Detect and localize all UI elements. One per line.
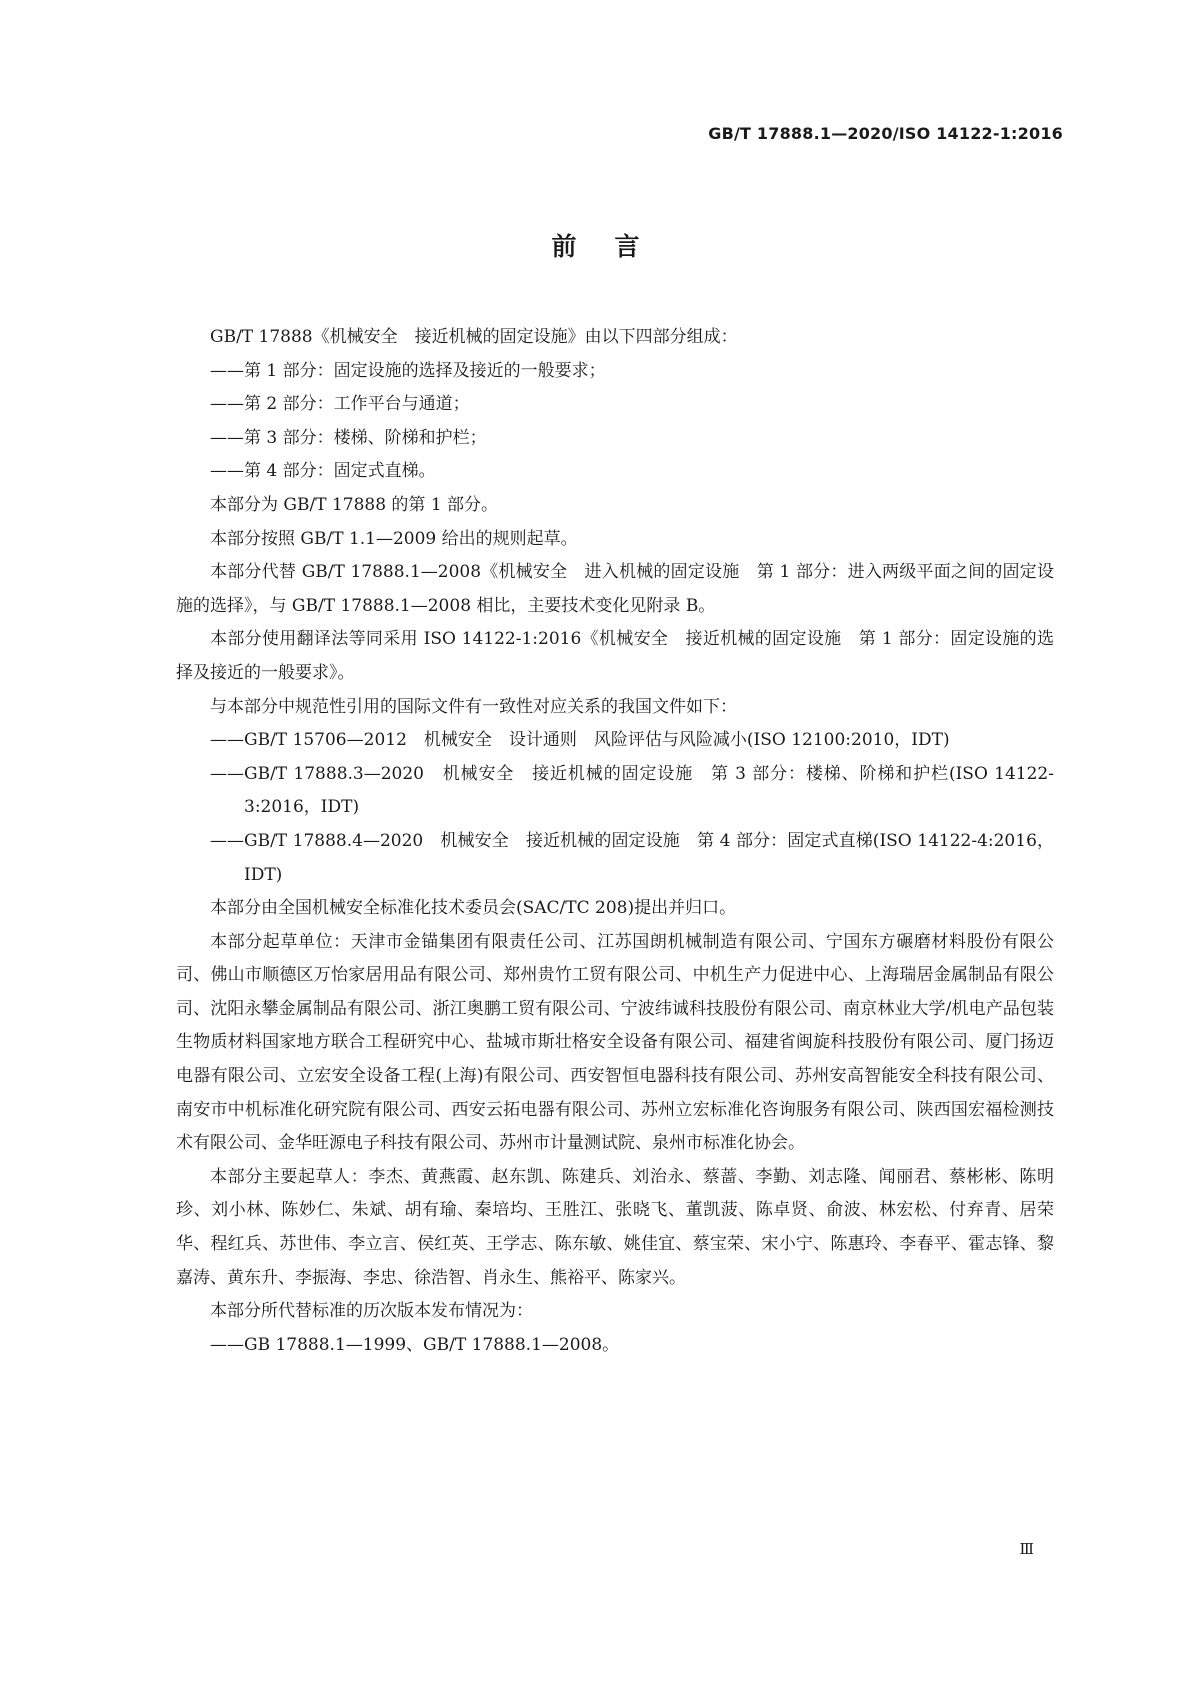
part-list-item: ——第 2 部分：工作平台与通道； [210, 394, 470, 415]
part-of-paragraph: 本部分为 GB/T 17888 的第 1 部分。 [210, 494, 499, 515]
correspondence-intro-paragraph: 与本部分中规范性引用的国际文件有一致性对应关系的我国文件如下： [210, 696, 737, 717]
part-list-item: ——第 1 部分：固定设施的选择及接近的一般要求； [210, 360, 606, 381]
translation-method-paragraph: 本部分使用翻译法等同采用 ISO 14122-1:2016《机械安全 接近机械的固定设施 第 1 部分：固定设施的选择及接近的一般要求》。 [176, 629, 1054, 683]
correspondence-list-item: ——GB/T 17888.3—2020 机械安全 接近机械的固定设施 第 3 部分：楼梯、阶梯和护栏(ISO 14122-3:2016，IDT) [210, 763, 1054, 818]
page-number: Ⅲ [1019, 1540, 1034, 1558]
document-body [176, 321, 1054, 1362]
correspondence-list-item: ——GB/T 17888.4—2020 机械安全 接近机械的固定设施 第 4 部分：固定式直梯(ISO 14122-4:2016，IDT) [210, 830, 1054, 885]
intro-paragraph: GB/T 17888《机械安全 接近机械的固定设施》由以下四部分组成： [210, 327, 738, 347]
drafting-units-paragraph: 本部分起草单位：天津市金锚集团有限责任公司、江苏国朗机械制造有限公司、宁国东方碾磨材料股份有限公司、佛山市顺德区万怡家居用品有限公司、郑州贵竹工贸有限公司、中机生产力促进中心、上海瑞居金属制品有限公司、沈阳永攀金属制品有限公司、浙江奥鹏工贸有限公司、宁波纬诚科技股份有限公司、南京林业大学/机电产品包装生物质材料国家地方联合工程研究中心、盐城市斯壮格安全设备有限公司、福建省闽旋科技股份有限公司、厦门扬迈电器有限公司、立宏安全设备工程(上海)有限公司、西安智恒电器科技有限公司、苏州安高智能安全科技有限公司、南安市中机标准化研究院有限公司、西安云拓电器有限公司、苏州立宏标准化咨询服务有限公司、陕西国宏福检测技术有限公司、金华旺源电子科技有限公司、苏州市计量测试院、泉州市标准化协会。 [176, 931, 1054, 1154]
part-list-item: ——第 4 部分：固定式直梯。 [210, 461, 436, 482]
drafters-paragraph: 本部分主要起草人：李杰、黄燕霞、赵东凯、陈建兵、刘治永、蔡蔷、李勤、刘志隆、闻丽君、蔡彬彬、陈明珍、刘小林、陈妙仁、朱斌、胡有瑜、秦培均、王胜江、张晓飞、董凯菠、陈卓贤、俞波、林宏松、付弃青、居荣华、程红兵、苏世伟、李立言、侯红英、王学志、陈东敏、姚佳宜、蔡宝荣、宋小宁、陈惠玲、李春平、霍志锋、黎嘉涛、黄东升、李振海、李忠、徐浩智、肖永生、熊裕平、陈家兴。 [176, 1166, 1054, 1288]
page-title: 前言 [551, 232, 678, 261]
standard-code-header: GB/T 17888.1—2020/ISO 14122-1:2016 [708, 124, 1063, 143]
replaces-paragraph: 本部分代替 GB/T 17888.1—2008《机械安全 进入机械的固定设施 第 1 部分：进入两级平面之间的固定设施的选择》，与 GB/T 17888.1—2008 相比，主要技术变化见附录 B。 [176, 562, 1054, 616]
history-list-item: ——GB 17888.1—1999、GB/T 17888.1—2008。 [210, 1334, 620, 1355]
proposed-by-paragraph: 本部分由全国机械安全标准化技术委员会(SAC/TC 208)提出并归口。 [210, 898, 737, 919]
part-list-item: ——第 3 部分：楼梯、阶梯和护栏； [210, 427, 487, 448]
history-intro-paragraph: 本部分所代替标准的历次版本发布情况为： [210, 1301, 533, 1322]
correspondence-list-item: ——GB/T 15706—2012 机械安全 设计通则 风险评估与风险减小(ISO 12100:2010，IDT) [210, 730, 950, 751]
drafting-rules-paragraph: 本部分按照 GB/T 1.1—2009 给出的规则起草。 [210, 528, 578, 549]
